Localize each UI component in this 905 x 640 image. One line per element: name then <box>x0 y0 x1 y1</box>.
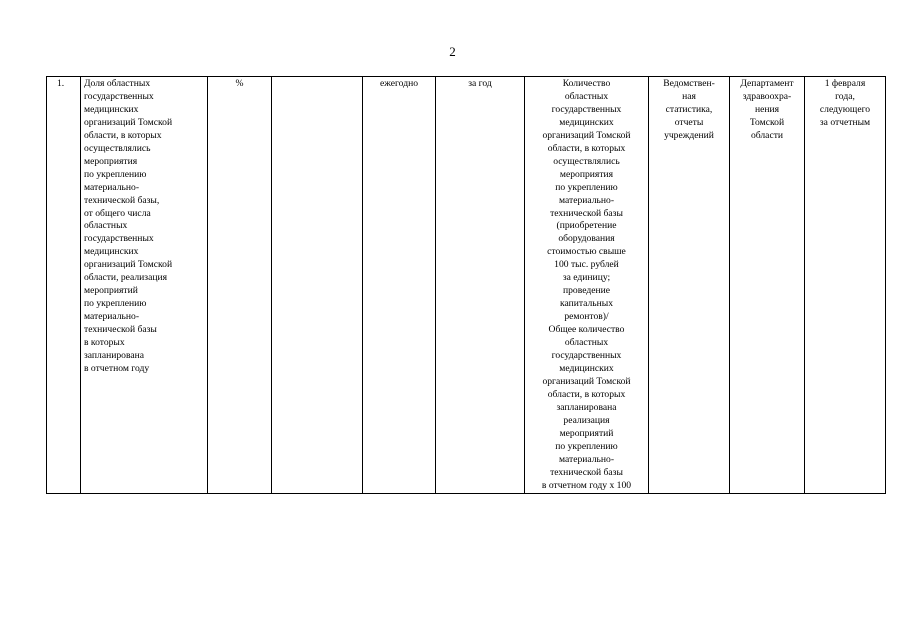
frequency-cell: ежегодно <box>363 77 436 494</box>
deadline-cell: 1 февраля года, следующего за отчетным <box>805 77 886 494</box>
table-row <box>47 77 886 494</box>
unit-cell: % <box>208 77 272 494</box>
data-source-cell: Ведомствен- ная статистика, отчеты учреждений <box>649 77 730 494</box>
period-cell: за год <box>436 77 525 494</box>
formula-cell: Количество областных государственных медицинских организаций Томской области, в которых осуществлялись мероприятия по укреплению материально- технической базы (приобретение оборудования стоимостью свыше 100 тыс. рублей за единицу; проведение капитальных ремонтов)/ Общее количество областных государственных медицинских организаций Томской области, в которых запланирована реализация мероприятий по укреплению материально- технической базы в отчетном году х 100 <box>525 77 649 494</box>
indicator-name-cell: Доля областных государственных медицинских организаций Томской области, в которых осуществлялись мероприятия по укреплению материально- технической базы, от общего числа областных государственных медицинских организаций Томской области, реализация мероприятий по укреплению материально- технической базы в которых запланирована в отчетном году <box>81 77 208 494</box>
page-number: 2 <box>449 44 456 59</box>
empty-cell <box>272 77 363 494</box>
indicator-table <box>46 76 886 494</box>
responsible-cell: Департамент здравоохра- нения Томской области <box>730 77 805 494</box>
row-number-cell: 1. <box>47 77 81 494</box>
